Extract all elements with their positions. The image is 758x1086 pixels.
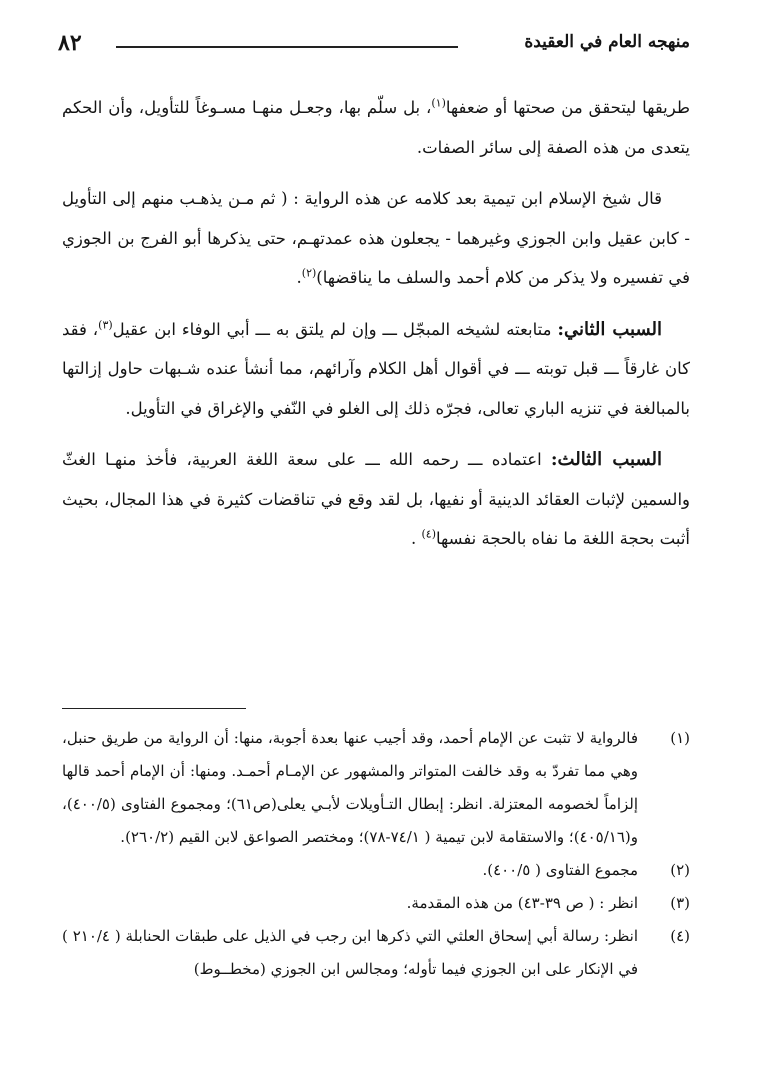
footnote-number: (٣)	[670, 894, 690, 912]
footnote-text: مجموع الفتاوى ( ٤٠٠/٥).	[482, 861, 638, 879]
header-rule	[116, 46, 458, 48]
running-title: منهجه العام في العقيدة	[524, 32, 690, 52]
footnote-4	[62, 920, 690, 986]
paragraph-3: السبب الثاني: متابعته لشيخه المبجّل ـــ وإن لم يلتق به ـــ أبي الوفاء ابن عقيل$^{(٣)}$، فقد كان غارقاً ـــ قبل توبته ـــ في أقوال أهل الكلام وآرائهم، مما أنشأ عنده شـبهات حاول إزالتها بالمبالغة في تنزيه الباري تعالى، فجرّه ذلك إلى الغلو في النّفي والإغراق في التأويل.	[62, 318, 690, 418]
footnote-ref-2: (٢)	[301, 266, 317, 280]
footnote-1	[62, 722, 690, 854]
paragraph-1: طريقها ليتحقق من صحتها أو ضعفها$^{(١)}$، بل سلّم بها، وجعـل منهـا مسـوغاً للتأويل، وأن الحكم يتعدى من هذه الصفة إلى سائر الصفات.	[62, 96, 690, 157]
page-header	[58, 30, 690, 60]
footnote-ref-3: (٣)	[98, 318, 113, 331]
footnote-number: (٤)	[670, 927, 690, 945]
footnotes	[62, 722, 690, 986]
footnote-text: انظر : ( ص ٣٩-٤٣) من هذه المقدمة.	[406, 894, 638, 912]
footnote-number: (٢)	[670, 861, 690, 879]
footnote-2	[62, 854, 690, 887]
paragraph-4: السبب الثالث: اعتماده ـــ رحمه الله ـــ على سعة اللغة العربية، فأخذ منهـا الغثّ والسمين لإثبات العقائد الدينية أو نفيها، بل لقد وقع في تناقضات كثيرة في هذا المجال، بحيث أثبت بحجة اللغة ما نفاه بالحجة نفسها$^{(٤)}$ .	[62, 449, 690, 548]
footnote-separator	[62, 708, 246, 709]
footnote-ref-1: (١)	[431, 96, 446, 110]
page-number: ٨٢	[58, 30, 82, 56]
main-text	[62, 88, 690, 571]
section-heading-second-reason: السبب الثاني:	[557, 318, 662, 340]
footnote-text: انظر: رسالة أبي إسحاق العلثي التي ذكرها ابن رجب في الذيل على طبقات الحنابلة ( ٢١٠/٤ ) في الإنكار على ابن الجوزي فيما تأوله؛ ومجالس ابن الجوزي (مخطــوط)	[62, 927, 638, 978]
footnote-3	[62, 887, 690, 920]
section-heading-third-reason: السبب الثالث:	[550, 449, 662, 470]
footnote-text: فالرواية لا تثبت عن الإمام أحمد، وقد أجيب عنها بعدة أجوبة، منها: أن الرواية من طريق حنبل، وهي مما تفردّ به وقد خالفت المتواتر والمشهور عن الإمـام أحمـد. ومنها: أن الإمام أحمد قالها إلزاماً لخصومه المعتزلة. انظر: إبطال التـأويلات لأبـي يعلى(ص٦١)؛ ومجموع الفتاوى (٤٠٠/٥)، و(٤٠٥/١٦)؛ والاستقامة لابن تيمية ( ٧٤/١-٧٨)؛ ومختصر الصواعق لابن القيم (٢٦٠/٢).	[62, 729, 638, 846]
footnote-ref-4: (٤)	[421, 527, 436, 541]
footnote-number: (١)	[670, 729, 690, 747]
paragraph-2: قال شيخ الإسلام ابن تيمية بعد كلامه عن هذه الرواية : ( ثم مـن يذهـب منهم إلى التأويل - كابن عقيل وابن الجوزي وغيرهما - يجعلون هذه عمدتهـم، حتى يذكرها أبو الفرج بن الجوزي في تفسيره ولا يذكر من كلام أحمد والسلف ما يناقضها)$^{(٢)}$.	[62, 189, 690, 287]
